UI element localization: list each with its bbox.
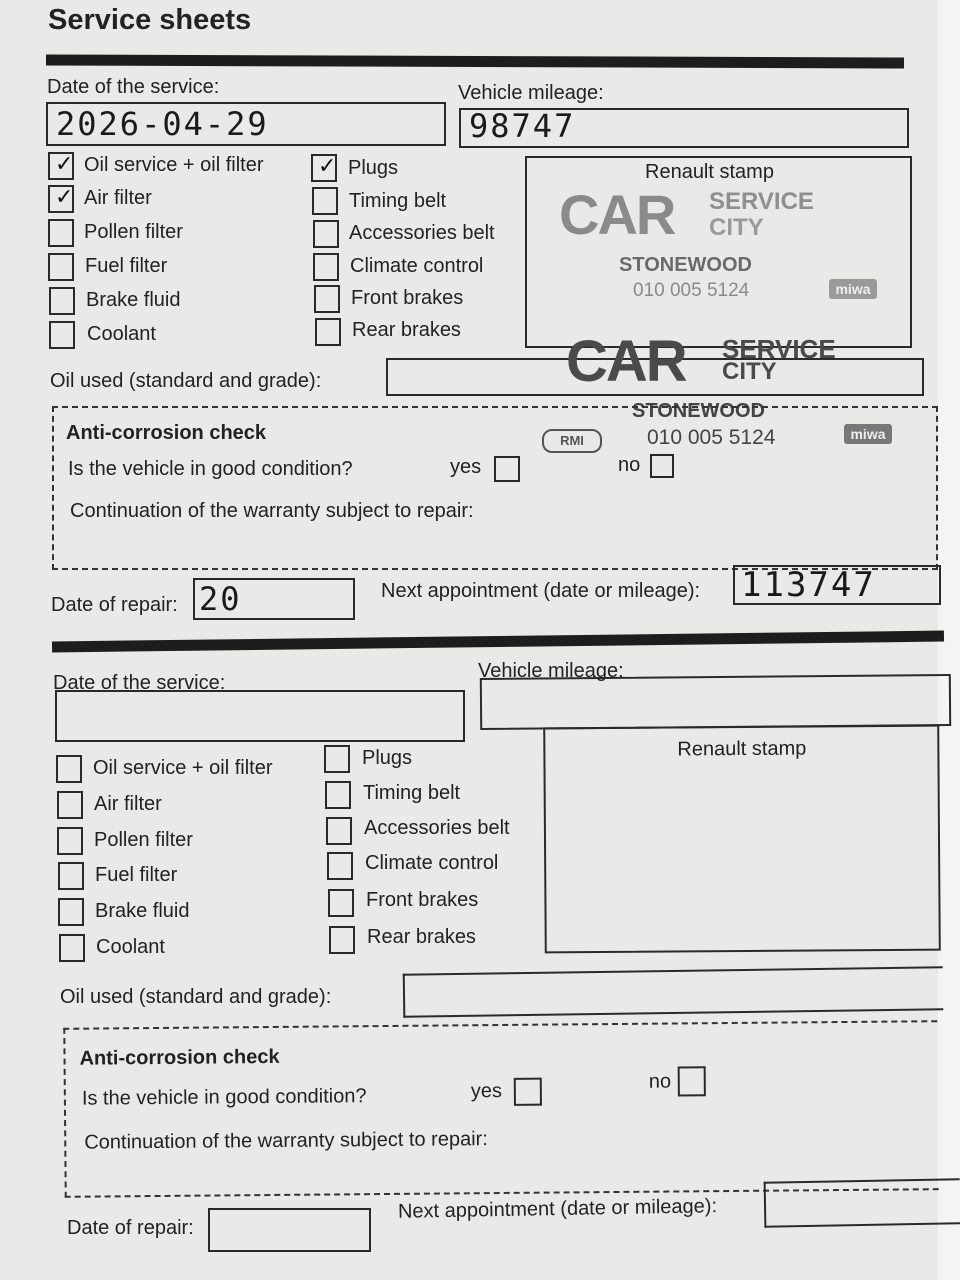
renault-stamp-box: [525, 156, 912, 348]
yes-checkbox[interactable]: [514, 1078, 542, 1106]
anti-corrosion-heading: Anti-corrosion check: [79, 1045, 280, 1070]
date-of-service-label: Date of the service:: [47, 76, 220, 98]
checkbox-rear-brakes[interactable]: [315, 318, 341, 346]
stamp-car-logo: CAR: [566, 329, 686, 394]
stamp-service-text: SERVICE: [722, 334, 836, 364]
component-item-label: Rear brakes: [367, 926, 476, 948]
date-of-repair-field[interactable]: [208, 1208, 371, 1252]
check-mark-icon: ✓: [55, 152, 74, 177]
component-item-label: Front brakes: [351, 287, 464, 309]
checkbox-plugs[interactable]: [324, 745, 350, 773]
vehicle-mileage-label: Vehicle mileage:: [478, 660, 624, 682]
checkbox-timing-belt[interactable]: [312, 187, 338, 215]
vehicle-mileage-field[interactable]: [459, 108, 909, 148]
miwa-badge: [829, 279, 877, 299]
service-item-label: Brake fluid: [95, 900, 190, 922]
middle-rule: [52, 631, 944, 653]
checkbox-timing-belt[interactable]: [325, 781, 351, 809]
service-item-label: Coolant: [87, 323, 156, 345]
page-title: Service sheets: [48, 4, 252, 36]
checkbox-fuel-filter[interactable]: [48, 253, 74, 281]
vehicle-mileage-value: 98747: [469, 107, 576, 145]
renault-stamp-label: Renault stamp: [677, 737, 807, 761]
checkbox-plugs[interactable]: [311, 154, 337, 182]
service-item-label: Brake fluid: [86, 289, 181, 311]
component-item-label: Accessories belt: [349, 222, 495, 244]
renault-stamp-box: [543, 725, 941, 954]
next-appointment-label: Next appointment (date or mileage):: [397, 1195, 718, 1223]
component-item-label: Rear brakes: [352, 319, 461, 341]
checkbox-pollen-filter[interactable]: [48, 219, 74, 247]
date-of-service-field[interactable]: [55, 690, 465, 742]
checkbox-climate-control[interactable]: [327, 852, 353, 880]
checkbox-brake-fluid[interactable]: [58, 898, 84, 926]
warranty-label: Continuation of the warranty subject to repair:: [84, 1128, 488, 1154]
service-item-label: Pollen filter: [84, 221, 183, 243]
checkbox-rear-brakes[interactable]: [329, 926, 355, 954]
rmi-logo-text: RMI: [560, 433, 584, 448]
yes-label: yes: [470, 1079, 503, 1103]
date-of-repair-label: Date of repair:: [67, 1217, 194, 1239]
miwa-badge-text: miwa: [835, 281, 871, 297]
component-item-label: Climate control: [365, 852, 499, 874]
oil-used-field[interactable]: [403, 966, 944, 1018]
no-checkbox[interactable]: [678, 1066, 706, 1096]
service-item-label: Fuel filter: [95, 864, 178, 886]
service-item-label: Pollen filter: [94, 829, 193, 851]
checkbox-front-brakes[interactable]: [314, 285, 340, 313]
no-checkbox[interactable]: [650, 454, 674, 478]
anti-corrosion-heading: Anti-corrosion check: [66, 422, 267, 444]
renault-stamp-label: Renault stamp: [645, 161, 774, 183]
checkbox-oil-service[interactable]: [56, 755, 82, 783]
checkbox-fuel-filter[interactable]: [58, 862, 84, 890]
stamp-service-text: SERVICE: [709, 188, 814, 215]
top-rule: [46, 55, 904, 69]
vehicle-mileage-label: Vehicle mileage:: [458, 82, 604, 104]
component-item-label: Front brakes: [366, 889, 479, 911]
no-label: no: [648, 1070, 672, 1093]
anti-corrosion-section: [63, 1020, 938, 1198]
stamp-town-text: STONEWOOD: [632, 400, 765, 422]
vehicle-mileage-field[interactable]: [480, 674, 951, 730]
check-mark-icon: ✓: [318, 154, 337, 179]
service-item-label: Oil service + oil filter: [84, 154, 264, 176]
stamp-town-text: STONEWOOD: [619, 254, 752, 276]
service-item-label: Air filter: [84, 187, 152, 209]
checkbox-front-brakes[interactable]: [328, 889, 354, 917]
checkbox-accessories-belt[interactable]: [313, 220, 339, 248]
check-mark-icon: ✓: [55, 185, 74, 210]
stamp-phone-text: 010 005 5124: [633, 280, 750, 301]
yes-checkbox[interactable]: [494, 456, 520, 482]
yes-label: yes: [450, 456, 482, 478]
checkbox-air-filter[interactable]: [57, 791, 83, 819]
date-of-service-value: 2026-04-29: [56, 105, 269, 143]
component-item-label: Timing belt: [349, 190, 447, 212]
miwa-badge-text: miwa: [850, 426, 886, 442]
date-of-service-label: Date of the service:: [53, 672, 226, 694]
date-of-repair-value: 20: [199, 580, 242, 618]
anti-corrosion-section: [52, 406, 938, 570]
checkbox-brake-fluid[interactable]: [49, 287, 75, 315]
checkbox-pollen-filter[interactable]: [57, 827, 83, 855]
checkbox-coolant[interactable]: [49, 321, 75, 349]
service-item-label: Coolant: [96, 936, 165, 958]
stamp-phone-text: 010 005 5124: [647, 426, 776, 449]
no-label: no: [618, 454, 641, 476]
next-appointment-field[interactable]: [764, 1178, 960, 1227]
warranty-label: Continuation of the warranty subject to repair:: [70, 500, 474, 522]
component-item-label: Timing belt: [363, 782, 461, 804]
service-item-label: Fuel filter: [85, 255, 168, 277]
next-appointment-label: Next appointment (date or mileage):: [381, 580, 701, 602]
stamp-city-text: CITY: [709, 214, 764, 241]
checkbox-coolant[interactable]: [59, 934, 85, 962]
checkbox-accessories-belt[interactable]: [326, 817, 352, 845]
good-condition-question: Is the vehicle in good condition?: [81, 1085, 367, 1110]
checkbox-air-filter[interactable]: [48, 185, 74, 213]
oil-used-label: Oil used (standard and grade):: [60, 986, 332, 1008]
component-item-label: Climate control: [350, 255, 484, 277]
oil-used-label: Oil used (standard and grade):: [50, 370, 322, 392]
good-condition-question: Is the vehicle in good condition?: [68, 458, 353, 480]
stamp-car-logo: CAR: [559, 183, 675, 246]
date-of-repair-field[interactable]: [193, 578, 355, 620]
component-item-label: Plugs: [348, 157, 399, 179]
next-appointment-value: 113747: [741, 565, 876, 605]
checkbox-climate-control[interactable]: [313, 253, 339, 281]
date-of-service-field[interactable]: [46, 102, 446, 146]
checkbox-oil-service[interactable]: [48, 152, 74, 180]
service-item-label: Oil service + oil filter: [93, 757, 273, 779]
next-appointment-field[interactable]: [733, 565, 941, 605]
stamp-city-text: CITY: [722, 358, 777, 385]
component-item-label: Accessories belt: [364, 817, 510, 839]
component-item-label: Plugs: [362, 747, 413, 769]
service-item-label: Air filter: [94, 793, 162, 815]
date-of-repair-label: Date of repair:: [51, 594, 178, 616]
